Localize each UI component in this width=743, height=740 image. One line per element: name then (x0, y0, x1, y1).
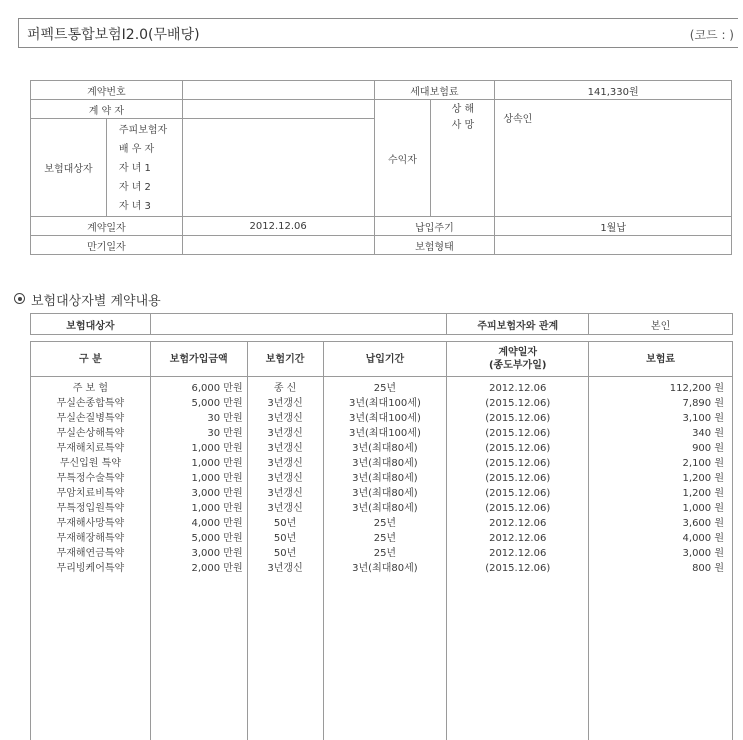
coverage-name: 무재해치료특약 (31, 441, 151, 456)
coverage-amount: 30 만원 (150, 426, 247, 441)
table-row (31, 411, 733, 426)
coverage-payment-period: 25년 (323, 546, 447, 561)
section-title: 보험대상자별 계약내용 (31, 294, 161, 309)
insured-item-child-3: 자 녀 3 (118, 201, 151, 212)
coverage-premium: 3,600 원 (589, 516, 733, 531)
coverage-contract-date: 2012.12.06 (447, 531, 589, 546)
document-title: 퍼펙트통합보험Ⅰ2.0(무배당) (27, 27, 200, 43)
coverage-contract-date: 2012.12.06 (447, 516, 589, 531)
coverage-amount: 6,000 만원 (150, 377, 247, 397)
contract-date-value: 2012.12.06 (182, 217, 374, 236)
coverage-amount: 3,000 만원 (150, 486, 247, 501)
coverage-period: 50년 (247, 516, 323, 531)
coverage-amount: 5,000 만원 (150, 396, 247, 411)
empty-cell (589, 576, 733, 740)
coverage-amount: 1,000 만원 (150, 471, 247, 486)
coverage-payment-period: 25년 (323, 377, 447, 397)
coverage-name: 무특정수술특약 (31, 471, 151, 486)
contract-number-value (182, 81, 374, 100)
coverage-premium: 340 원 (589, 426, 733, 441)
maturity-date-value (182, 236, 374, 255)
coverage-contract-date: (2015.12.06) (447, 411, 589, 426)
insured-person-value (150, 314, 447, 335)
insured-relation-table (30, 313, 733, 335)
maturity-date-label: 만기일자 (31, 236, 183, 255)
coverage-period: 3년갱신 (247, 411, 323, 426)
coverage-amount: 30 만원 (150, 411, 247, 426)
coverage-contract-date: (2015.12.06) (447, 471, 589, 486)
table-filler-row (31, 576, 733, 740)
relation-label: 주피보험자와 관계 (447, 314, 589, 335)
coverage-payment-period: 3년(최대100세) (323, 396, 447, 411)
payment-cycle-value: 1월납 (495, 217, 732, 236)
coverage-period: 3년갱신 (247, 396, 323, 411)
insured-item-child-1: 자 녀 1 (118, 163, 151, 174)
coverage-period: 3년갱신 (247, 456, 323, 471)
coverage-premium: 4,000 원 (589, 531, 733, 546)
coverage-contract-date: (2015.12.06) (447, 441, 589, 456)
coverage-payment-period: 3년(최대80세) (323, 486, 447, 501)
coverage-name: 무암치료비특약 (31, 486, 151, 501)
coverage-amount: 2,000 만원 (150, 561, 247, 576)
col-header-category: 구 분 (31, 342, 151, 377)
table-row (31, 426, 733, 441)
insurance-type-value (495, 236, 732, 255)
coverage-amount: 1,000 만원 (150, 456, 247, 471)
coverage-premium: 1,200 원 (589, 471, 733, 486)
coverage-name: 주 보 험 (31, 377, 151, 397)
coverage-payment-period: 25년 (323, 531, 447, 546)
coverage-contract-date: (2015.12.06) (447, 426, 589, 441)
coverage-name: 무재해사망특약 (31, 516, 151, 531)
household-premium-label: 세대보험료 (374, 81, 495, 100)
relation-value: 본인 (589, 314, 733, 335)
coverage-period: 3년갱신 (247, 426, 323, 441)
table-row (31, 561, 733, 576)
empty-cell (323, 576, 447, 740)
coverage-amount: 5,000 만원 (150, 531, 247, 546)
coverage-premium: 900 원 (589, 441, 733, 456)
coverage-table (30, 341, 733, 740)
coverage-contract-date: 2012.12.06 (447, 546, 589, 561)
table-row (31, 486, 733, 501)
contract-number-label: 계약번호 (31, 81, 183, 100)
coverage-amount: 1,000 만원 (150, 501, 247, 516)
coverage-payment-period: 3년(최대80세) (323, 501, 447, 516)
coverage-period: 3년갱신 (247, 561, 323, 576)
contract-info-table (30, 80, 732, 255)
insured-item-child-2: 자 녀 2 (118, 182, 151, 193)
coverage-payment-period: 3년(최대80세) (323, 441, 447, 456)
coverage-period: 3년갱신 (247, 441, 323, 456)
coverage-payment-period: 3년(최대80세) (323, 471, 447, 486)
coverage-amount: 3,000 만원 (150, 546, 247, 561)
coverage-name: 무재해장해특약 (31, 531, 151, 546)
insured-value (182, 119, 374, 217)
coverage-period: 3년갱신 (247, 501, 323, 516)
coverage-premium: 7,890 원 (589, 396, 733, 411)
coverage-contract-date: 2012.12.06 (447, 377, 589, 397)
coverage-amount: 4,000 만원 (150, 516, 247, 531)
contractor-label: 계 약 자 (31, 100, 183, 119)
insured-item-main: 주피보험자 (118, 125, 168, 136)
coverage-contract-date: (2015.12.06) (447, 561, 589, 576)
coverage-period: 3년갱신 (247, 471, 323, 486)
coverage-premium: 800 원 (589, 561, 733, 576)
empty-cell (150, 576, 247, 740)
table-row (31, 546, 733, 561)
coverage-contract-date: (2015.12.06) (447, 396, 589, 411)
beneficiary-heir-value: 상속인 (495, 100, 732, 217)
coverage-name: 무신입원 특약 (31, 456, 151, 471)
col-header-period: 보험기간 (247, 342, 323, 377)
coverage-name: 무실손상해특약 (31, 426, 151, 441)
coverage-name: 무특정입원특약 (31, 501, 151, 516)
coverage-name: 무실손종합특약 (31, 396, 151, 411)
insured-person-label: 보험대상자 (31, 314, 151, 335)
contract-date-label: 계약일자 (31, 217, 183, 236)
col-header-payment-period: 납입기간 (323, 342, 447, 377)
empty-cell (247, 576, 323, 740)
coverage-period: 종 신 (247, 377, 323, 397)
coverage-name: 무재해연금특약 (31, 546, 151, 561)
col-header-contract-date: 계약일자 (종도부가일) (447, 342, 589, 377)
table-row (31, 471, 733, 486)
coverage-amount: 1,000 만원 (150, 441, 247, 456)
coverage-period: 3년갱신 (247, 486, 323, 501)
coverage-contract-date: (2015.12.06) (447, 486, 589, 501)
table-row (31, 441, 733, 456)
coverage-payment-period: 3년(최대80세) (323, 561, 447, 576)
beneficiary-label: 수익자 (374, 100, 431, 217)
coverage-name: 무실손질병특약 (31, 411, 151, 426)
product-code-label: (코드 : ) (689, 28, 734, 42)
payment-cycle-label: 납입주기 (374, 217, 495, 236)
table-row (31, 501, 733, 516)
insured-list (106, 119, 182, 217)
coverage-premium: 112,200 원 (589, 377, 733, 397)
section-heading (14, 290, 161, 309)
table-row (31, 456, 733, 471)
coverage-period: 50년 (247, 546, 323, 561)
household-premium-value: 141,330원 (495, 81, 732, 100)
coverage-contract-date: (2015.12.06) (447, 456, 589, 471)
coverage-premium: 3,000 원 (589, 546, 733, 561)
coverage-premium: 1,000 원 (589, 501, 733, 516)
table-row (31, 516, 733, 531)
insured-item-spouse: 배 우 자 (118, 144, 155, 155)
insured-label: 보험대상자 (31, 119, 107, 217)
coverage-period: 50년 (247, 531, 323, 546)
circle-bullet-icon (14, 293, 25, 304)
coverage-payment-period: 3년(최대100세) (323, 411, 447, 426)
beneficiary-death-label: 상 해 사 망 (431, 100, 495, 217)
coverage-contract-date: (2015.12.06) (447, 501, 589, 516)
coverage-name: 무리빙케어특약 (31, 561, 151, 576)
document-header (18, 18, 738, 48)
coverage-payment-period: 3년(최대80세) (323, 456, 447, 471)
insurance-type-label: 보험형태 (374, 236, 495, 255)
coverage-premium: 3,100 원 (589, 411, 733, 426)
empty-cell (447, 576, 589, 740)
table-row (31, 531, 733, 546)
contractor-value (182, 100, 374, 119)
col-header-amount: 보험가입금액 (150, 342, 247, 377)
coverage-premium: 2,100 원 (589, 456, 733, 471)
coverage-premium: 1,200 원 (589, 486, 733, 501)
coverage-payment-period: 25년 (323, 516, 447, 531)
table-row (31, 377, 733, 397)
empty-cell (31, 576, 151, 740)
coverage-payment-period: 3년(최대100세) (323, 426, 447, 441)
table-row (31, 396, 733, 411)
col-header-premium: 보험료 (589, 342, 733, 377)
